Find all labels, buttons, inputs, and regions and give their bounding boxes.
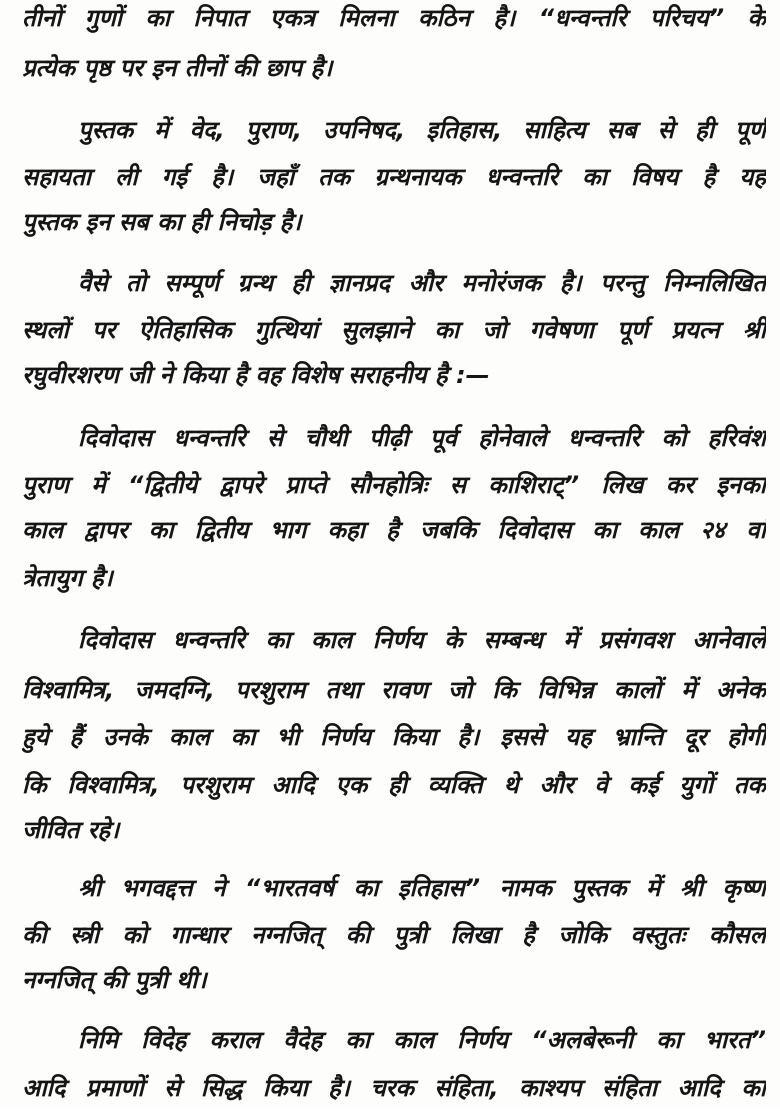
text-line: पुस्तक में वेद, पुराण, उपनिषद, इतिहास, साहित्य सब से ही पूर्ण xyxy=(78,116,766,144)
text-line: दिवोदास धन्वन्तरि से चौथी पीढ़ी पूर्व होनेवाले धन्वन्तरि को हरिवंश xyxy=(78,424,766,452)
text-line: प्रत्येक पृष्ठ पर इन तीनों की छाप है। xyxy=(22,54,333,82)
text-line: नग्नजित् की पुत्री थी। xyxy=(22,966,207,994)
text-line: त्रेतायुग है। xyxy=(22,564,113,592)
text-line: जीवित रहे। xyxy=(22,816,120,844)
text-line: काल द्वापर का द्वितीय भाग कहा है जबकि दिवोदास का काल २४ वां xyxy=(22,516,766,544)
text-line: आदि प्रमाणों से सिद्ध किया है। चरक संहिता, काश्यप संहिता आदि का xyxy=(22,1074,766,1102)
text-line: कि विश्वामित्र, परशुराम आदि एक ही व्यक्ति थे और वे कई युगों तक xyxy=(22,771,766,799)
text-line: विश्वामित्र, जमदग्नि, परशुराम तथा रावण जो कि विभिन्न कालों में अनेक xyxy=(22,676,766,704)
text-line: रघुवीरशरण जी ने किया है वह विशेष सराहनीय है :— xyxy=(22,361,490,389)
text-line: निमि विदेह कराल वैदेह का काल निर्णय “अलबेरूनी का भारत” xyxy=(78,1026,766,1054)
text-line: श्री भगवद्दत्त ने “भारतवर्ष का इतिहास” नामक पुस्तक में श्री कृष्ण xyxy=(78,874,766,902)
text-line: हुये हैं उनके काल का भी निर्णय किया है। इससे यह भ्रान्ति दूर होगी xyxy=(22,723,766,751)
text-line: वैसे तो सम्पूर्ण ग्रन्थ ही ज्ञानप्रद और मनोरंजक है। परन्तु निम्नलिखित xyxy=(78,269,766,297)
text-line: दिवोदास धन्वन्तरि का काल निर्णय के सम्बन्ध में प्रसंगवश आनेवाले xyxy=(78,626,766,654)
text-line: पुराण में “द्वितीये द्वापरे प्राप्ते सौनहोत्रिः स काशिराट्” लिख कर इनका xyxy=(22,471,766,499)
text-line: सहायता ली गई है। जहाँ तक ग्रन्थनायक धन्वन्तरि का विषय है यह xyxy=(22,163,766,191)
text-line: की स्त्री को गान्धार नग्नजित् की पुत्री लिखा है जोकि वस्तुतः कौसल xyxy=(22,921,766,949)
text-line: तीनों गुणों का निपात एकत्र मिलना कठिन है। “धन्वन्तरि परिचय” के xyxy=(22,4,766,32)
text-line: पुस्तक इन सब का ही निचोड़ है। xyxy=(22,208,302,236)
text-line: स्थलों पर ऐतिहासिक गुत्थियां सुलझाने का जो गवेषणा पूर्ण प्रयत्न श्री xyxy=(22,316,766,344)
